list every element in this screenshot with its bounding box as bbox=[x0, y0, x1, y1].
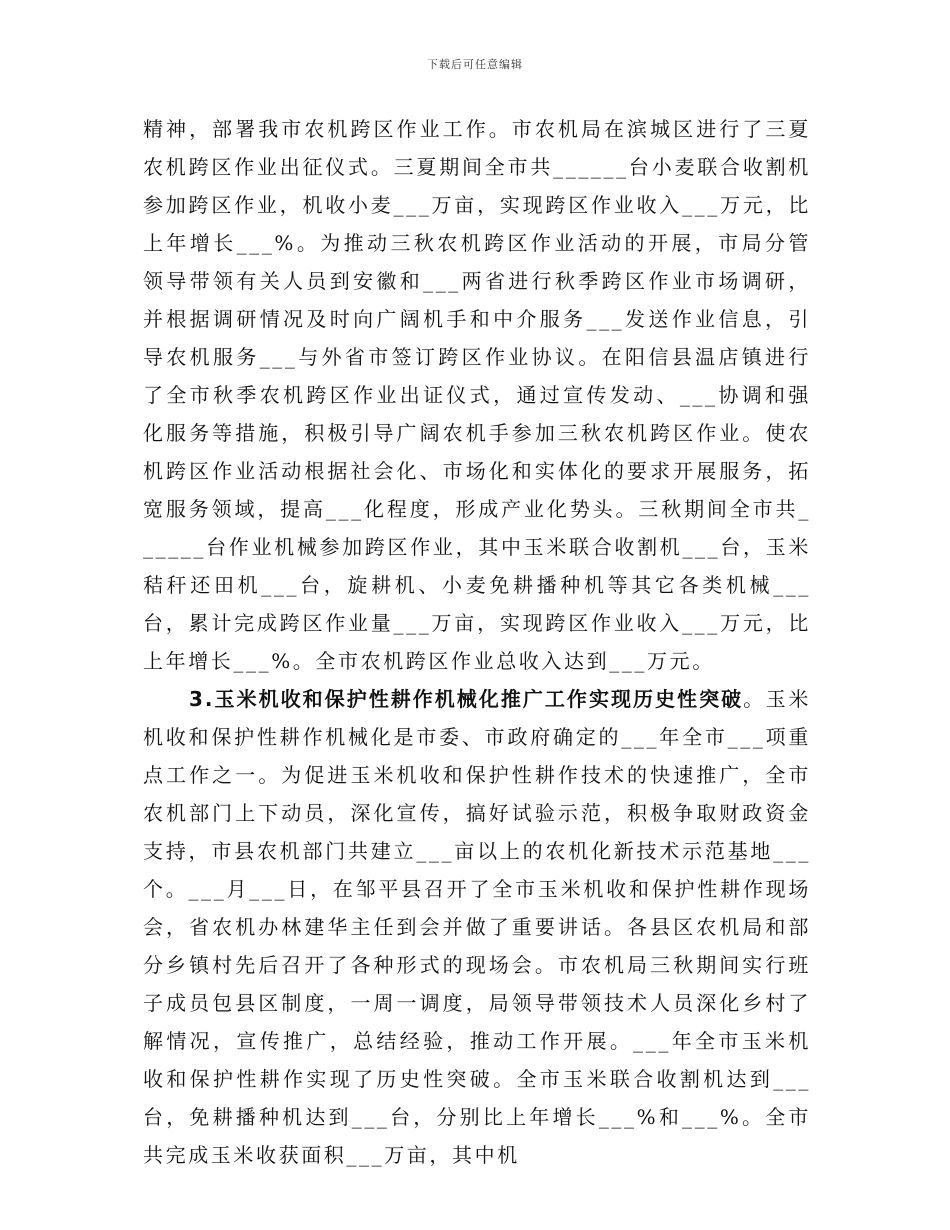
paragraph-cross-region-operations: 精神，部署我市农机跨区作业工作。市农机局在滨城区进行了三夏农机跨区作业出征仪式。三夏期间全市共______台小麦联合收割机参加跨区作业，机收小麦___万亩，实现跨区作业收入___万元，比上年增长___%。为推动三秋农机跨区作业活动的开展，市局分管领导带领有关人员到安徽和___两省进行秋季跨区作业市场调研，并根据调研情况及时向广阔机手和中介服务___发送作业信息，引导农机服务___与外省市签订跨区作业协议。在阳信县温店镇进行了全市秋季农机跨区作业出证仪式，通过宣传发动、___协调和强化服务等措施，积极引导广阔农机手参加三秋农机跨区作业。使农机跨区作业活动根据社会化、市场化和实体化的要求开展服务，拓宽服务领域，提高___化程度，形成产业化势头。三秋期间全市共______台作业机械参加跨区作业，其中玉米联合收割机___台，玉米秸秆还田机___台，旋耕机、小麦免耕播种机等其它各类机械___台，累计完成跨区作业量___万亩，实现跨区作业收入___万元，比上年增长___%。全市农机跨区作业总收入达到___万元。 bbox=[143, 117, 811, 673]
paragraph-corn-harvest bbox=[143, 680, 811, 1174]
page-header: 下载后可任意编辑 bbox=[427, 58, 523, 71]
paragraph-body-text: 。玉米机收和保护性耕作机械化是市委、市政府确定的___年全市___项重点工作之一。为促进玉米机收和保护性耕作技术的快速推广，全市农机部门上下动员，深化宣传，搞好试验示范，积极争取财政资金支持，市县农机部门共建立___亩以上的农机化新技术示范基地___个。___月___日，在邹平县召开了全市玉米机收和保护性耕作现场会，省农机办林建华主任到会并做了重要讲话。各县区农机局和部分乡镇村先后召开了各种形式的现场会。市农机局三秋期间实行班子成员包县区制度，一周一调度，局领导带领技术人员深化乡村了解情况，宣传推广，总结经验，推动工作开展。___年全市玉米机收和保护性耕作实现了历史性突破。全市玉米联合收割机达到___台，免耕播种机达到___台，分别比上年增长___%和___%。全市共完成玉米收获面积___万亩，其中机 bbox=[143, 687, 811, 1167]
section-heading: 3.玉米机收和保护性耕作机械化推广工作实现历史性突破 bbox=[189, 687, 744, 711]
document-body bbox=[143, 110, 811, 1174]
